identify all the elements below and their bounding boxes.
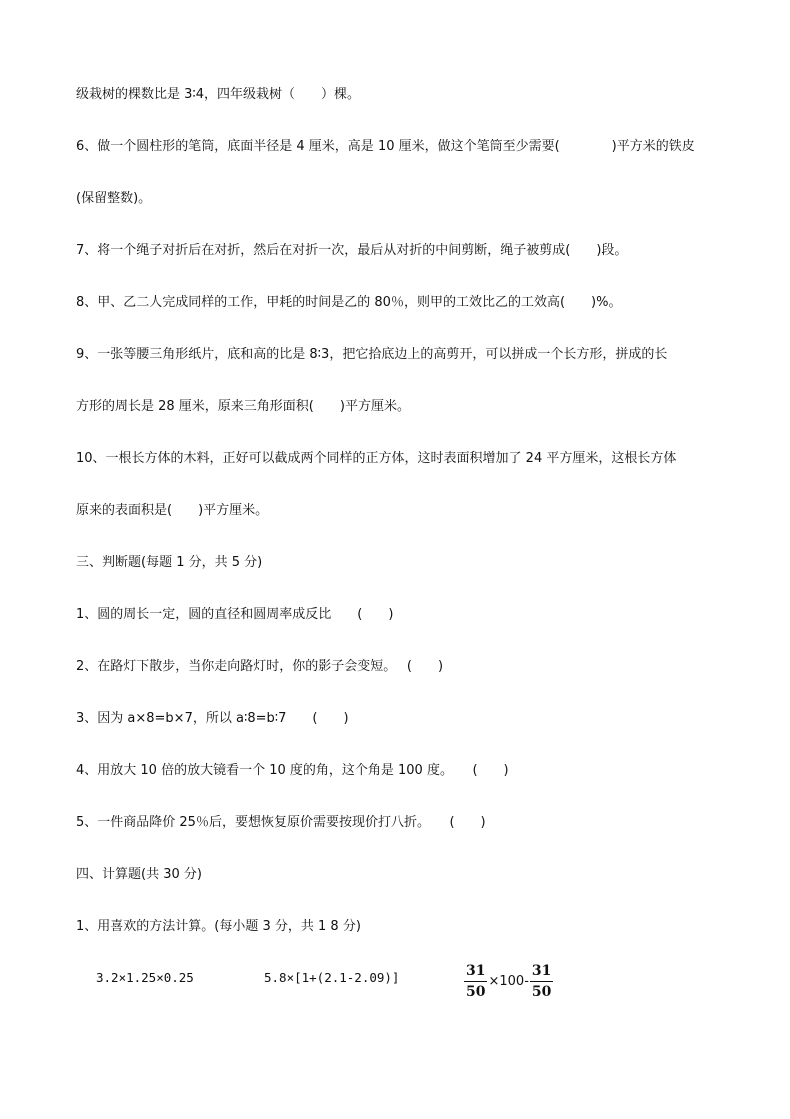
fraction-2 [530, 963, 553, 1000]
question-6-line-2: (保留整数)。 [76, 191, 152, 206]
judge-question-5: 5、一件商品降价 25％后，要想恢复原价需要按现价打八折。 ( ) [76, 815, 486, 830]
fraction-2-numerator: 31 [530, 963, 553, 982]
judge-question-3: 3、因为 a×8=b×7，所以 a∶8=b∶7 ( ) [76, 711, 349, 726]
section-3-heading: 三、判断题(每题 1 分，共 5 分) [76, 555, 263, 570]
fraction-1 [464, 963, 487, 1000]
fraction-1-numerator: 31 [464, 963, 487, 982]
section-4-heading: 四、计算题(共 30 分) [76, 867, 202, 882]
calc-question-1: 1、用喜欢的方法计算。(每小题 3 分，共 1 8 分) [76, 919, 361, 934]
judge-question-4: 4、用放大 10 倍的放大镜看一个 10 度的角，这个角是 100 度。 ( ) [76, 763, 509, 778]
question-7: 7、将一个绳子对折后在对折，然后在对折一次，最后从对折的中间剪断，绳子被剪成( )段。 [76, 243, 628, 258]
question-5-continued: 级栽树的棵数比是 3∶4，四年级栽树（ ）棵。 [76, 87, 361, 102]
judge-question-1: 1、圆的周长一定，圆的直径和圆周率成反比 ( ) [76, 607, 394, 622]
fraction-1-denominator: 50 [466, 983, 486, 1000]
calc-expression-2: 5.8×[1+(2.1-2.09)] [264, 970, 400, 985]
question-9-line-2: 方形的周长是 28 厘米，原来三角形面积( )平方厘米。 [76, 399, 410, 414]
question-10-line-2: 原来的表面积是( )平方厘米。 [76, 503, 269, 518]
expression-operator: ×100- [488, 973, 529, 989]
question-8: 8、甲、乙二人完成同样的工作，甲耗的时间是乙的 80％，则甲的工效比乙的工效高( )%。 [76, 295, 622, 310]
judge-question-2: 2、在路灯下散步，当你走向路灯时，你的影子会变短。 ( ) [76, 659, 444, 674]
calc-expression-1: 3.2×1.25×0.25 [96, 970, 194, 985]
question-10-line-1: 10、一根长方体的木料，正好可以截成两个同样的正方体，这时表面积增加了 24 平方厘米，这根长方体 [76, 451, 677, 466]
question-9-line-1: 9、一张等腰三角形纸片，底和高的比是 8∶3，把它拾底边上的高剪开，可以拼成一个长方形，拼成的长 [76, 347, 668, 362]
calc-expression-3 [464, 958, 553, 1004]
question-6-line-1: 6、做一个圆柱形的笔筒，底面半径是 4 厘米，高是 10 厘米，做这个笔筒至少需要( )平方米的铁皮 [76, 139, 695, 154]
calc-expressions [96, 958, 566, 1004]
fraction-2-denominator: 50 [531, 983, 552, 1000]
